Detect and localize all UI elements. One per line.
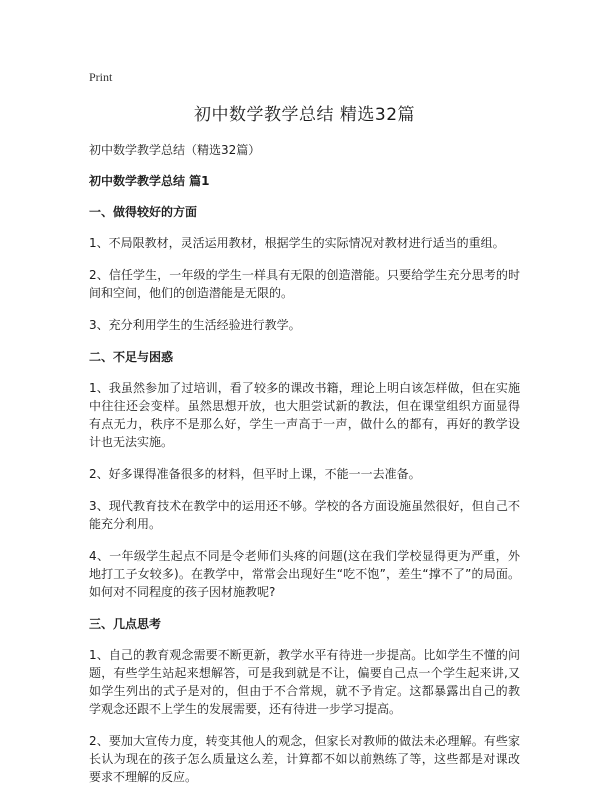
article-heading: 初中数学教学总结 篇1 [89, 174, 210, 188]
paragraph: 1、不局限教材，灵活运用教材，根据学生的实际情况对教材进行适当的重组。 [89, 236, 505, 250]
section-heading-3: 三、几点思考 [89, 617, 162, 631]
document-title: 初中数学教学总结 精选32篇 [193, 105, 416, 125]
paragraph: 1、我虽然参加了过培训，看了较多的课改书籍，理论上明白该怎样做，但在实施中往往还会变样。虽然思想开放，也大胆尝试新的教法，但在课堂组织方面显得有点无力，秩序不是那么好，学生一声高于一声，做什么的都有，再好的教学设计也无法实施。 [89, 381, 520, 449]
paragraph: 2、好多课得准备很多的材料，但平时上课，不能一一去准备。 [89, 467, 421, 481]
paragraph: 2、要加大宣传力度，转变其他人的观念，但家长对教师的做法未必理解。有些家长认为现在的孩子怎么质量这么差，计算都不如以前熟练了等，这些都是对课改要求不理解的反应。 [89, 734, 520, 784]
paragraph: 2、信任学生，一年级的学生一样具有无限的创造潜能。只要给学生充分思考的时间和空间，他们的创造潜能是无限的。 [89, 268, 520, 300]
paragraph: 4、一年级学生起点不同是令老师们头疼的问题(这在我们学校显得更为严重，外地打工子女较多)。在教学中，常常会出现好生“吃不饱”，差生“撑不了”的局面。如何对不同程度的孩子因材施教呢? [89, 549, 520, 599]
section-heading-2: 二、不足与困惑 [89, 350, 174, 364]
section-heading-1: 一、做得较好的方面 [89, 205, 198, 219]
paragraph: 3、现代教育技术在教学中的运用还不够。学校的各方面设施虽然很好，但自己不能充分利用。 [89, 499, 520, 531]
paragraph: 3、充分利用学生的生活经验进行教学。 [89, 318, 301, 332]
document-subtitle: 初中数学教学总结（精选32篇） [89, 143, 261, 157]
print-label[interactable]: Print [89, 70, 113, 84]
paragraph: 1、自己的教育观念需要不断更新，教学水平有待进一步提高。比如学生不懂的问题，有些学生站起来想解答，可是我到就是不让，偏要自己点一个学生起来讲,又如学生列出的式子是对的，但由于不合常规，就不予肯定。这都暴露出自己的教学观念还跟不上学生的发展需要，还有待进一步学习提高。 [89, 648, 520, 716]
